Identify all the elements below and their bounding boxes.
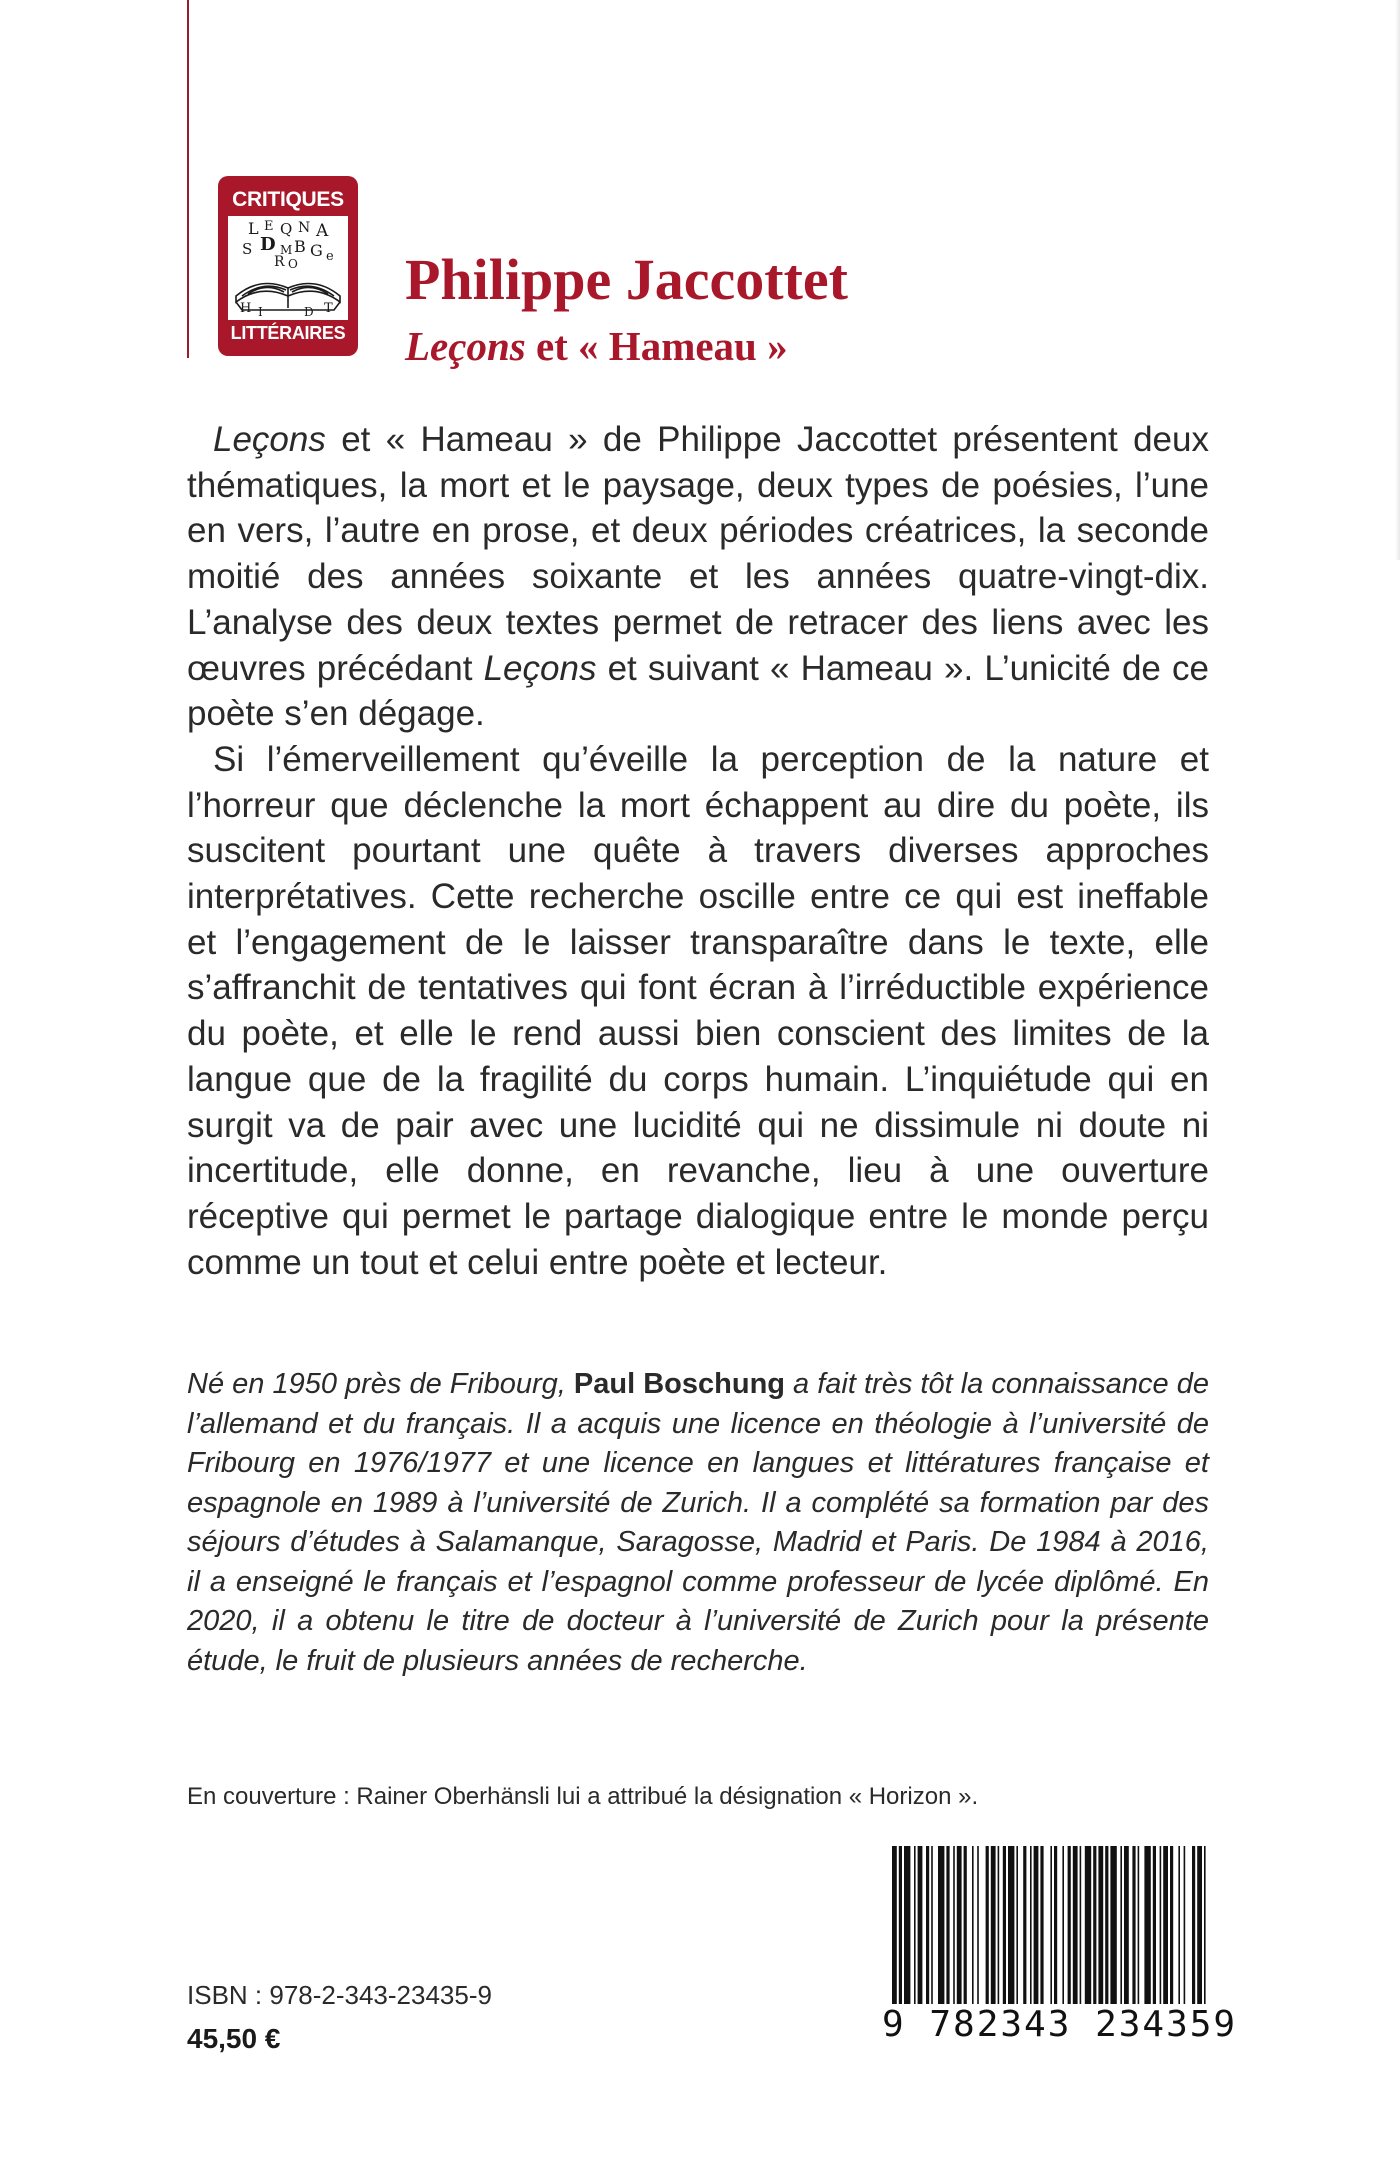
barcode-bar (1153, 1846, 1156, 2016)
bio-before: Né en 1950 près de Fribourg, (187, 1368, 574, 1400)
barcode-bar (1040, 1846, 1043, 2016)
barcode-bar (926, 1846, 929, 2016)
barcode-bar (904, 1846, 910, 2016)
barcode-bar (931, 1846, 933, 2016)
author-bio (187, 1365, 1209, 1681)
barcode-bar (1034, 1846, 1039, 2016)
summary-text-1: et « Hameau » de Philippe Jaccottet présentent deux thématiques, la mort et le paysage, deux types de poésies, l’une en vers, l’autre en prose, et deux périodes créatrices, la seconde moitié des années soixante et les années quatre-vingt-dix. L’analyse des deux textes permet de retracer des liens avec les œuvres précédant (187, 420, 1209, 688)
summary-paragraph-2: Si l’émerveillement qu’éveille la perception de la nature et l’horreur que déclenche la mort échappent au dire du poète, ils suscitent pourtant une quête à travers diverses approches interprétatives. Cette recherche oscille entre ce qui est ineffable et l’engagement de le laisser transparaître dans le texte, elle s’affranchit de tentatives qui font écran à l’irréductible expérience du poète, et elle le rend aussi bien conscient des limites de la langue que de la fragilité du corps humain. L’inquiétude qui en surgit va de pair avec une lucidité qui ne dissimule ni doute ni incertitude, elle donne, en revanche, lieu à une ouverture réceptive qui permet le partage dialogique entre le monde perçu comme un tout et celui entre poète et lecteur. (187, 739, 1209, 1282)
svg-text:E: E (264, 219, 274, 234)
svg-text:T: T (324, 301, 333, 316)
svg-text:G: G (310, 241, 323, 260)
open-book-letters-icon (228, 216, 348, 320)
svg-text:N: N (298, 220, 311, 236)
cover-edge-shadow (1395, 0, 1400, 560)
svg-text:Q: Q (280, 220, 293, 238)
barcode-bar (1080, 1846, 1082, 2016)
summary-italic-1: Leçons (213, 420, 326, 459)
barcode-bar (1110, 1846, 1116, 2016)
logo-bottom-label: LITTÉRAIRES (230, 323, 346, 343)
barcode-bar (1050, 1846, 1052, 2016)
barcode-bar (1160, 1846, 1162, 2016)
summary-italic-2: Leçons (483, 648, 597, 688)
isbn-barcode (882, 1842, 1238, 2050)
book-subtitle (405, 322, 788, 370)
barcode-bar (1068, 1846, 1071, 2016)
barcode-bar (1144, 1846, 1150, 2016)
barcode-bar (899, 1846, 902, 2016)
barcode-bar (972, 1846, 974, 2016)
barcode-bar (1192, 1846, 1195, 2016)
author-name: Paul Boschung (573, 1368, 785, 1400)
barcode-bar (946, 1846, 949, 2016)
book-summary (187, 417, 1209, 1285)
barcode-bar (1138, 1846, 1140, 2016)
barcode-bar (1062, 1846, 1064, 2016)
barcode-bar (1105, 1846, 1108, 2016)
barcode-bar (1124, 1846, 1129, 2016)
subtitle-italic: Leçons (405, 323, 526, 369)
barcode-bar (918, 1846, 923, 2016)
barcode-bar (1093, 1846, 1096, 2016)
barcode-bar (892, 1846, 897, 2016)
barcode-bar (1197, 1846, 1202, 2016)
cover-credit: En couverture : Rainer Oberhänsli lui a attribué la désignation « Horizon ». (187, 1783, 979, 1810)
price: 45,50 € (187, 2023, 281, 2054)
barcode-bar (1073, 1846, 1078, 2016)
barcode-bar (953, 1846, 955, 2016)
barcode-bar (998, 1846, 1000, 2016)
barcode-digits: 9 782343 234359 (882, 2004, 1238, 2045)
svg-text:A: A (316, 221, 329, 241)
svg-text:B: B (294, 237, 306, 256)
barcode-bar (914, 1846, 916, 2016)
barcode-bar (1008, 1846, 1014, 2016)
book-title: Philippe Jaccottet (405, 247, 848, 312)
barcode-bar (1178, 1846, 1180, 2016)
barcode-bar (1170, 1846, 1173, 2016)
barcode-bar (1098, 1846, 1103, 2016)
barcode-bar (1204, 1846, 1206, 2016)
barcode-bar (964, 1846, 967, 2016)
subtitle-rest: et « Hameau » (525, 323, 788, 369)
logo-top-label: CRITIQUES (232, 188, 344, 211)
svg-text:R: R (274, 254, 285, 270)
barcode-bar (1023, 1846, 1026, 2016)
barcode-bar (1016, 1846, 1018, 2016)
barcode-bar (986, 1846, 989, 2016)
barcode-bar (1184, 1846, 1186, 2016)
svg-text:M: M (280, 243, 293, 257)
barcode-bar (1120, 1846, 1122, 2016)
svg-text:O: O (288, 257, 298, 271)
barcode-bar (991, 1846, 996, 2016)
summary-paragraph-1 (187, 417, 1209, 737)
summary-text-2: et suivant « Hameau ». L’unicité de ce poète s’en dégage. (187, 648, 1209, 734)
barcode-bar (1085, 1846, 1091, 2016)
svg-text:e: e (326, 249, 334, 264)
barcode-bar (938, 1846, 944, 2016)
barcode-bar (957, 1846, 962, 2016)
svg-text:D: D (260, 234, 276, 255)
isbn-number: ISBN : 978-2-343-23435-9 (187, 1980, 492, 2010)
spine-rule (187, 0, 189, 358)
svg-text:S: S (242, 240, 253, 258)
barcode-bar (1003, 1846, 1006, 2016)
barcode-bar (1030, 1846, 1032, 2016)
barcode-bar (1054, 1846, 1057, 2016)
svg-text:D: D (304, 305, 314, 319)
critiques-litteraires-logo (218, 176, 358, 356)
barcode-bar (1132, 1846, 1135, 2016)
svg-text:H: H (240, 301, 252, 316)
bio-after: a fait très tôt la connaissance de l’allemand et du français. Il a acquis une licence en théologie à l’université de Fribourg en 1976/1977 et une licence en langues et littératures française et espagnole en 1989 à l’université de Zurich. Il a complété sa formation par des séjours d’études à Salamanque, Saragosse, Madrid et Paris. De 1984 à 2016, il a enseigné le français et l’espagnol comme professeur de lycée diplômé. En 2020, il a obtenu le titre de docteur à l’université de Zurich pour la présente étude, le fruit de plusieurs années de recherche. (187, 1368, 1209, 1677)
barcode-bar (977, 1846, 979, 2016)
svg-text:I: I (258, 305, 263, 319)
barcode-bar (1163, 1846, 1168, 2016)
svg-text:L: L (248, 219, 259, 238)
